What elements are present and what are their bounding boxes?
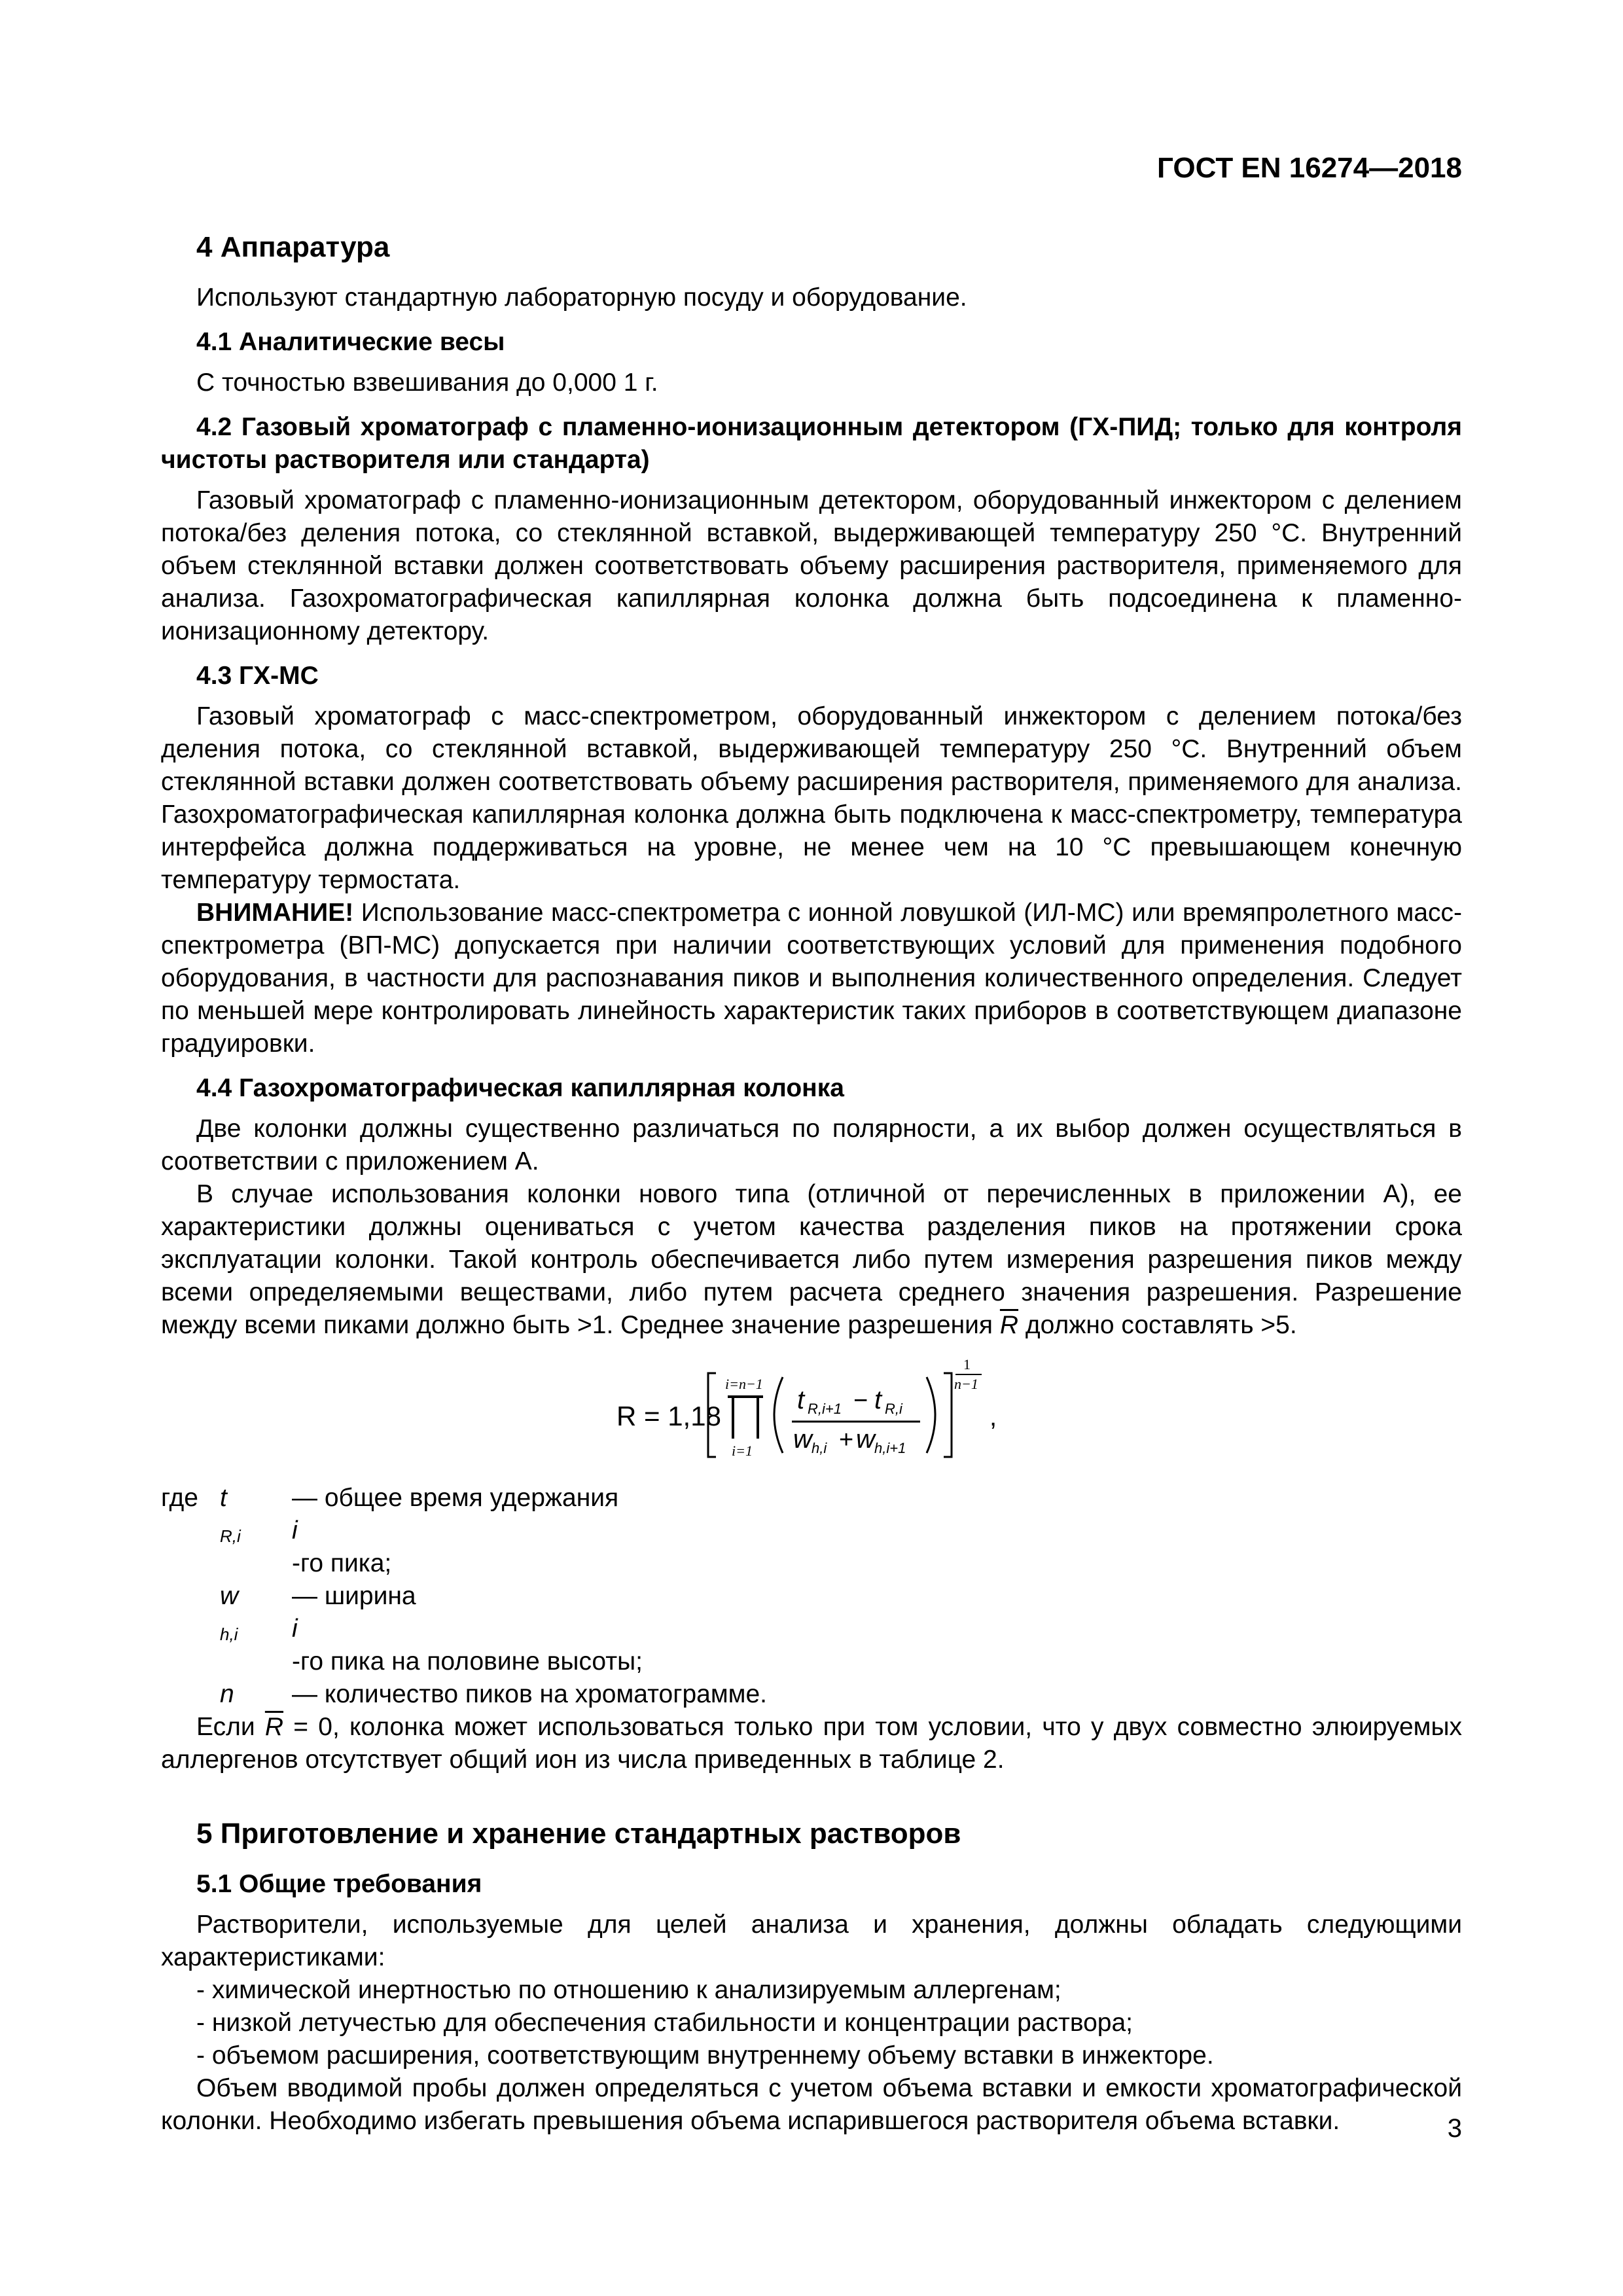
right-paren <box>927 1377 935 1453</box>
section-4-4-title: 4.4 Газохроматографическая капиллярная колонка <box>196 1074 844 1102</box>
svg-text:−: − <box>853 1387 868 1414</box>
section-4-title: 4 Аппаратура <box>196 231 390 263</box>
exponent-denominator: n−1 <box>954 1376 978 1392</box>
section-5-1-paragraph-1: Растворители, используемые для целей анализа и хранения, должны обладать следующими характеристиками: <box>161 1910 1462 1971</box>
svg-text:w: w <box>856 1425 875 1454</box>
svg-text:+: + <box>839 1426 854 1454</box>
right-bracket <box>944 1373 952 1457</box>
condition-paragraph: Если $\overline{R} = 0$, колонка может использоваться только при том условии, что у двух совместно элюируемых аллергенов отсутствует общий ион из числа приведенных в таблице 2. <box>161 1713 1463 1774</box>
section-5-title: 5 Приготовление и хранение стандартных растворов <box>196 1818 961 1850</box>
svg-text:R,i: R,i <box>885 1401 902 1417</box>
page-number: 3 <box>1447 2114 1462 2143</box>
product-upper-limit: i=n−1 <box>725 1376 763 1392</box>
formula-comma: , <box>990 1403 997 1431</box>
svg-text:t: t <box>797 1386 805 1414</box>
formula-lhs: R = 1,18 <box>616 1401 721 1431</box>
svg-text:t: t <box>874 1386 882 1414</box>
svg-text:h,i: h,i <box>812 1440 827 1456</box>
product-sign <box>728 1397 763 1439</box>
section-5-1-title: 5.1 Общие требования <box>196 1870 482 1898</box>
section-5-1-paragraph-2: Объем вводимой пробы должен определяться с учетом объема вставки и емкости хроматографической колонки. Необходимо избегать превышения объема испарившегося растворителя объема вставки. <box>161 2074 1462 2135</box>
symbol-legend <box>161 1482 1462 1711</box>
section-4-4-paragraph-1: Две колонки должны существенно различаться по полярности, а их выбор должен осуществляться в соответствии с приложением А. <box>161 1115 1462 1175</box>
warning-label: ВНИМАНИЕ! <box>196 899 354 927</box>
legend-desc-tri: — общее время удержания i -го пика; <box>292 1484 619 1577</box>
svg-text:w: w <box>793 1425 812 1454</box>
document-code: ГОСТ EN 16274—2018 <box>1157 152 1462 184</box>
svg-text:h,i+1: h,i+1 <box>874 1440 906 1456</box>
left-paren <box>774 1377 783 1453</box>
section-4-1-text: С точностью взвешивания до 0,000 1 г. <box>196 368 658 397</box>
section-4-2-title: 4.2 Газовый хроматограф с пламенно-ионизационным детектором (ГХ-ПИД; только для контроля чистоты растворителя или стандарта) <box>161 413 1462 474</box>
list-item: - низкой летучестью для обеспечения стабильности и концентрации раствора; <box>196 2009 1133 2037</box>
section-4-3-title: 4.3 ГХ-МС <box>196 662 319 690</box>
warning-text: Использование масс-спектрометра с ионной ловушкой (ИЛ-МС) или времяпролетного масс-спектрометра (ВП-МС) допускается при наличии соответствующих условий для применения подобного оборудования, в частности для распознавания пиков и выполнения количественного определения. Следует по меньшей мере контролировать линейность характеристик таких приборов в соответствующем диапазоне градуировки. <box>161 899 1462 1058</box>
list-item: - объемом расширения, соответствующим внутреннему объему вставки в инжекторе. <box>196 2041 1214 2070</box>
mean-resolution-symbol: $\overline{R}$ <box>999 1311 1019 1339</box>
legend-desc-n: — количество пиков на хроматограмме. <box>292 1680 767 1708</box>
section-4-2-text: Газовый хроматограф с пламенно-ионизационным детектором, оборудованный инжектором с делением потока/без деления потока, со стеклянной вставкой, выдерживающей температуру 250 °С. Внутренний объем стеклянной вставки должен соответствовать объему расширения растворителя, применяемого для анализа. Газохроматографическая капиллярная колонка должна быть подсоединена к пламенно-ионизационному детектору. <box>161 486 1462 645</box>
exponent-numerator: 1 <box>963 1356 971 1372</box>
list-item: - химической инертностью по отношению к анализируемым аллергенам; <box>196 1976 1061 2004</box>
svg-text:R,i+1: R,i+1 <box>808 1401 842 1417</box>
section-4-3-text: Газовый хроматограф с масс-спектрометром, оборудованный инжектором с делением потока/без деления потока, со стеклянной вставкой, выдерживающей температуру 250 °С. Внутренний объем стеклянной вставки должен соответствовать объему расширения растворителя, применяемого для анализа. Газохроматографическая капиллярная колонка должна быть подключена к масс-спектрометру, температура интерфейса должна поддерживаться на уровне, не менее чем на 10 °С превышающем конечную температуру термостата. <box>161 702 1462 894</box>
where-label: где <box>161 1484 198 1512</box>
warning-paragraph <box>161 897 1462 1060</box>
resolution-formula <box>161 1348 1462 1473</box>
legend-symbol-whi: w h,i <box>220 1582 239 1644</box>
legend-symbol-tri: t R,i <box>220 1484 241 1546</box>
legend-desc-whi: — ширина i -го пика на половине высоты; <box>292 1582 643 1676</box>
legend-symbol-n: n <box>220 1680 234 1708</box>
section-4-1-title: 4.1 Аналитические весы <box>196 328 505 356</box>
section-4-4-paragraph-2: В случае использования колонки нового типа (отличной от перечисленных в приложении А), ее характеристики должны оцениваться с учетом качества разделения пиков на протяжении срока эксплуатации колонки. Такой контроль обеспечивается либо путем измерения разрешения пиков между всеми определяемыми веществами, либо путем расчета среднего значения разрешения. Разрешение между всеми пиками должно быть >1. Среднее значение разрешения $\overline{R}$ должно составлять >5. <box>161 1180 1462 1339</box>
product-lower-limit: i=1 <box>732 1443 753 1459</box>
mean-resolution-symbol-2: $\overline{R}$ <box>264 1713 284 1741</box>
section-4-text: Используют стандартную лабораторную посуду и оборудование. <box>196 283 967 312</box>
page-content <box>161 229 1462 2138</box>
